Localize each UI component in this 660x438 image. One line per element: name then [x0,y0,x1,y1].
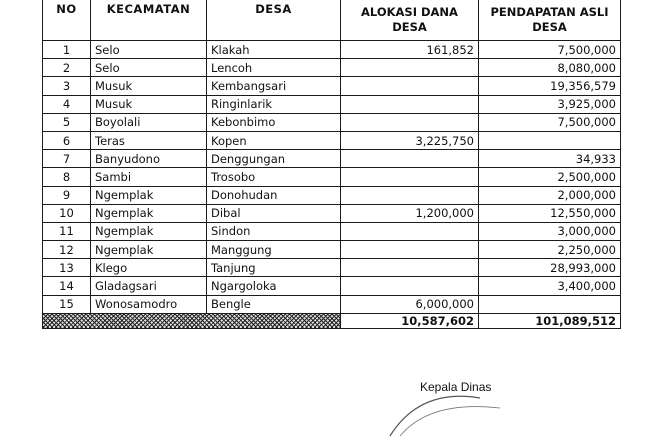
alokasi-cell [341,77,479,95]
total-pad: 101,089,512 [479,313,621,328]
table-row [43,241,621,259]
table-row [43,277,621,295]
kecamatan-cell: Ngemplak [91,222,207,240]
row-number: 11 [43,222,91,240]
alokasi-cell: 1,200,000 [341,204,479,222]
table-row [43,59,621,77]
row-number: 2 [43,59,91,77]
pad-cell: 34,933 [479,150,621,168]
table-row [43,131,621,149]
desa-cell: Sindon [207,222,341,240]
table-row [43,113,621,131]
table-row [43,204,621,222]
pad-cell [479,295,621,313]
alokasi-cell [341,241,479,259]
row-number: 8 [43,168,91,186]
kecamatan-cell: Selo [91,41,207,59]
header-kecamatan: KECAMATAN [91,0,207,41]
alokasi-cell [341,186,479,204]
alokasi-cell [341,150,479,168]
row-number: 3 [43,77,91,95]
kecamatan-cell: Boyolali [91,113,207,131]
village-revenue-table [42,0,621,329]
desa-cell: Kopen [207,131,341,149]
kecamatan-cell: Musuk [91,95,207,113]
desa-cell: Dibal [207,204,341,222]
total-alokasi: 10,587,602 [341,313,479,328]
total-row [43,313,621,328]
table-row [43,222,621,240]
table-row [43,186,621,204]
signature-title: Kepala Dinas [420,380,492,394]
table-body [43,41,621,314]
desa-cell: Klakah [207,41,341,59]
alokasi-cell: 3,225,750 [341,131,479,149]
row-number: 6 [43,131,91,149]
pad-cell: 12,550,000 [479,204,621,222]
pad-cell: 8,080,000 [479,59,621,77]
kecamatan-cell: Gladagsari [91,277,207,295]
kecamatan-cell: Sambi [91,168,207,186]
row-number: 10 [43,204,91,222]
row-number: 15 [43,295,91,313]
table-row [43,95,621,113]
header-pendapatan-asli-desa: PENDAPATAN ASLI DESA [479,0,621,41]
pad-cell: 2,500,000 [479,168,621,186]
desa-cell: Kebonbimo [207,113,341,131]
row-number: 9 [43,186,91,204]
header-no: NO [43,0,91,41]
row-number: 7 [43,150,91,168]
pad-cell: 28,993,000 [479,259,621,277]
pad-cell: 3,000,000 [479,222,621,240]
kecamatan-cell: Ngemplak [91,241,207,259]
pad-cell [479,131,621,149]
alokasi-cell: 6,000,000 [341,295,479,313]
desa-cell: Tanjung [207,259,341,277]
alokasi-cell [341,113,479,131]
pad-cell: 3,925,000 [479,95,621,113]
alokasi-cell [341,222,479,240]
table-row [43,259,621,277]
row-number: 12 [43,241,91,259]
row-number: 13 [43,259,91,277]
pad-cell: 19,356,579 [479,77,621,95]
row-number: 5 [43,113,91,131]
row-number: 1 [43,41,91,59]
desa-cell: Kembangsari [207,77,341,95]
table-header-row [43,0,621,41]
desa-cell: Denggungan [207,150,341,168]
pad-cell: 2,000,000 [479,186,621,204]
table-row [43,295,621,313]
kecamatan-cell: Teras [91,131,207,149]
kecamatan-cell: Klego [91,259,207,277]
kecamatan-cell: Wonosamodro [91,295,207,313]
alokasi-cell: 161,852 [341,41,479,59]
desa-cell: Ngargoloka [207,277,341,295]
pad-cell: 7,500,000 [479,113,621,131]
desa-cell: Bengle [207,295,341,313]
alokasi-cell [341,277,479,295]
pad-cell: 3,400,000 [479,277,621,295]
table-row [43,168,621,186]
total-hatched-cell [43,313,341,328]
header-desa: DESA [207,0,341,41]
kecamatan-cell: Banyudono [91,150,207,168]
desa-cell: Ringinlarik [207,95,341,113]
row-number: 14 [43,277,91,295]
desa-cell: Lencoh [207,59,341,77]
kecamatan-cell: Selo [91,59,207,77]
desa-cell: Manggung [207,241,341,259]
table-row [43,150,621,168]
kecamatan-cell: Musuk [91,77,207,95]
header-alokasi-dana-desa: ALOKASI DANA DESA [341,0,479,41]
alokasi-cell [341,168,479,186]
alokasi-cell [341,259,479,277]
table-row [43,77,621,95]
kecamatan-cell: Ngemplak [91,186,207,204]
pad-cell: 2,250,000 [479,241,621,259]
desa-cell: Trosobo [207,168,341,186]
kecamatan-cell: Ngemplak [91,204,207,222]
alokasi-cell [341,59,479,77]
desa-cell: Donohudan [207,186,341,204]
alokasi-cell [341,95,479,113]
row-number: 4 [43,95,91,113]
pad-cell: 7,500,000 [479,41,621,59]
table-row [43,41,621,59]
